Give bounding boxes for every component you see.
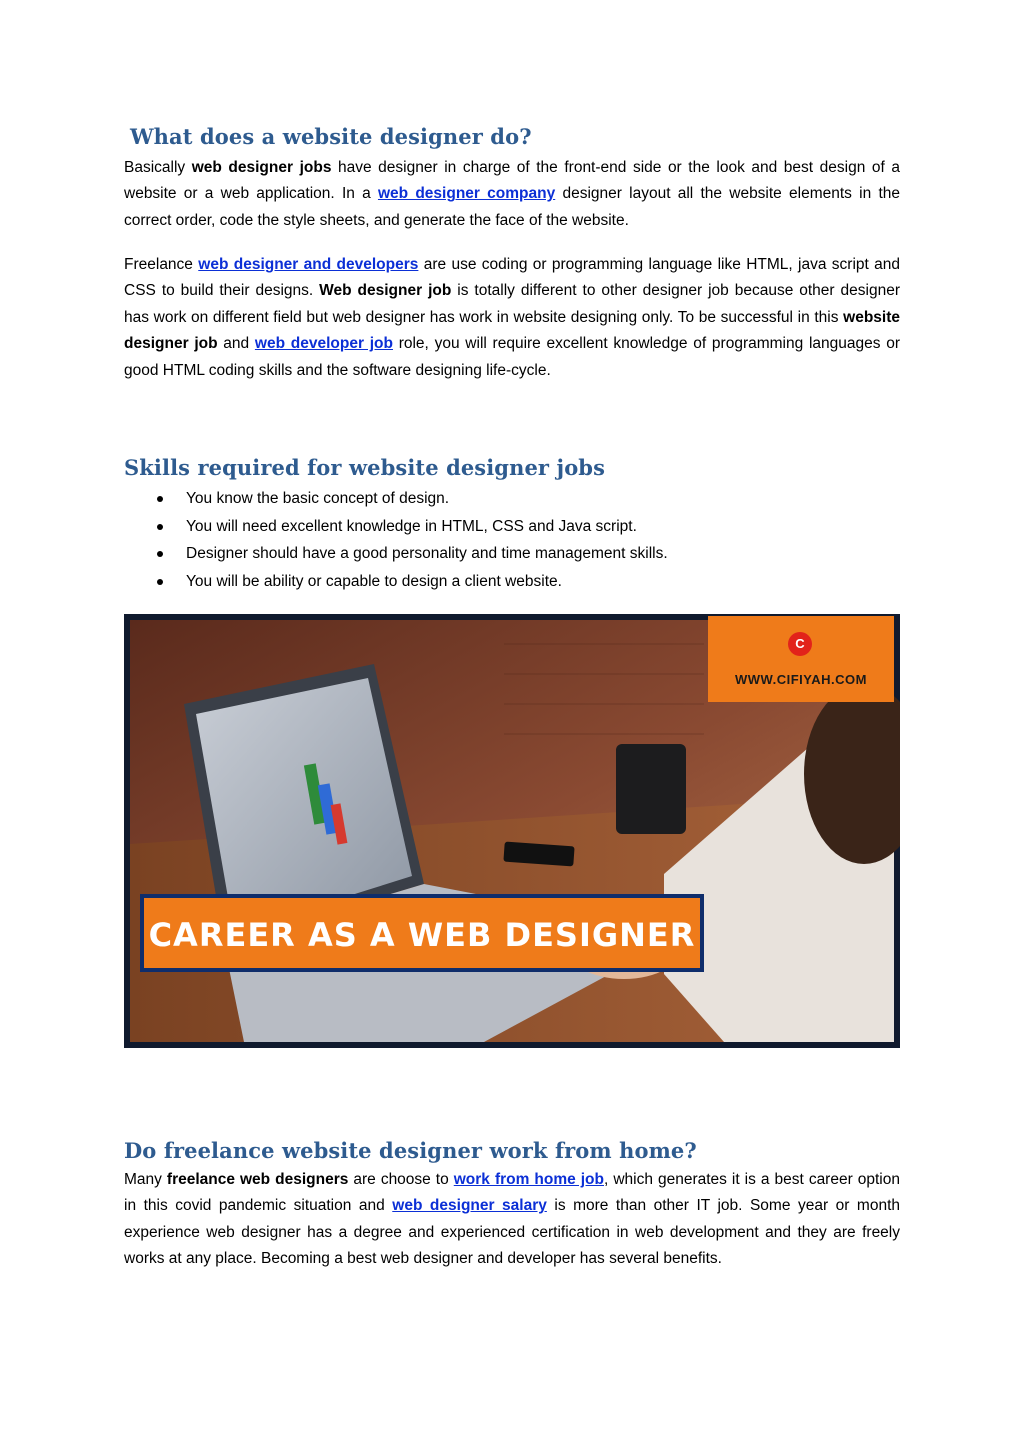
bullet-icon	[157, 551, 163, 557]
text-span: , which generates it is a best career option in this covid pandemic situation and	[124, 1171, 900, 1215]
brand-url: WWW.CIFIYAH.COM	[735, 672, 867, 687]
link-work-from-home-job[interactable]: work from home job	[453, 1171, 604, 1188]
banner-text: CAREER AS A WEB DESIGNER	[148, 916, 696, 954]
bullet-icon	[157, 579, 163, 585]
text-span: have designer in charge of the front-end side or the look and best design of a website or a web application. In a	[124, 159, 900, 203]
paragraph-freelance	[124, 252, 900, 384]
text-span: Many	[124, 1171, 167, 1188]
cifiyah-logo-icon: C	[788, 632, 812, 656]
bold-freelance-web-designers: freelance web designers	[166, 1171, 349, 1188]
bullet-icon	[157, 524, 163, 530]
skills-list	[124, 485, 900, 595]
text-span: designer layout all the website elements in the correct order, code the style sheets, and generate the face of the website.	[124, 185, 900, 229]
list-item-text: You will need excellent knowledge in HTML, CSS and Java script.	[186, 517, 637, 535]
list-item	[124, 513, 900, 541]
list-item-text: You will be ability or capable to design a client website.	[186, 572, 562, 590]
bullet-icon	[157, 496, 163, 502]
paragraph-work-from-home	[124, 1167, 900, 1273]
bold-web-designer-jobs: web designer jobs	[191, 159, 332, 176]
link-web-developer-job[interactable]: web developer job	[254, 335, 393, 353]
text-span: Basically	[124, 159, 192, 176]
list-item	[124, 540, 900, 568]
bold-website-designer-job: website designer job	[124, 308, 900, 353]
link-web-designer-and-developers[interactable]: web designer and developers	[198, 256, 419, 273]
career-web-designer-image	[124, 614, 900, 1048]
text-span: is more than other IT job. Some year or month experience web designer has a degree and experienced certification in web development and they are freely works at any place. Becoming a best web designer and developer has several benefits.	[124, 1197, 901, 1268]
text-span: role, you will require excellent knowledge of programming languages or good HTML coding skills and the software designing life-cycle.	[124, 335, 901, 379]
text-span: Freelance	[124, 256, 199, 273]
list-item-text: Designer should have a good personality and time management skills.	[186, 545, 668, 562]
text-span: and	[217, 335, 255, 353]
bold-web-designer-job: Web designer job	[319, 282, 452, 300]
text-span: is totally different to other designer job because other designer has work on different field but web designer has work in website designing only. To be successful in this	[124, 282, 900, 326]
career-banner	[140, 894, 704, 972]
list-item	[124, 568, 900, 596]
paragraph-intro	[124, 155, 900, 234]
list-item-text: You know the basic concept of design.	[186, 490, 450, 507]
list-item	[124, 485, 900, 513]
brand-badge	[708, 616, 894, 702]
text-span: are use coding or programming language like HTML, java script and CSS to build their designs.	[124, 256, 901, 300]
heading-freelance-work-from-home: Do freelance website designer work from home?	[124, 1138, 697, 1163]
text-span: are choose to	[348, 1171, 454, 1188]
link-web-designer-company[interactable]: web designer company	[377, 185, 556, 203]
link-web-designer-salary[interactable]: web designer salary	[392, 1197, 547, 1215]
heading-what-does-designer-do: What does a website designer do?	[130, 124, 532, 149]
heading-skills-required: Skills required for website designer jobs	[124, 455, 606, 480]
